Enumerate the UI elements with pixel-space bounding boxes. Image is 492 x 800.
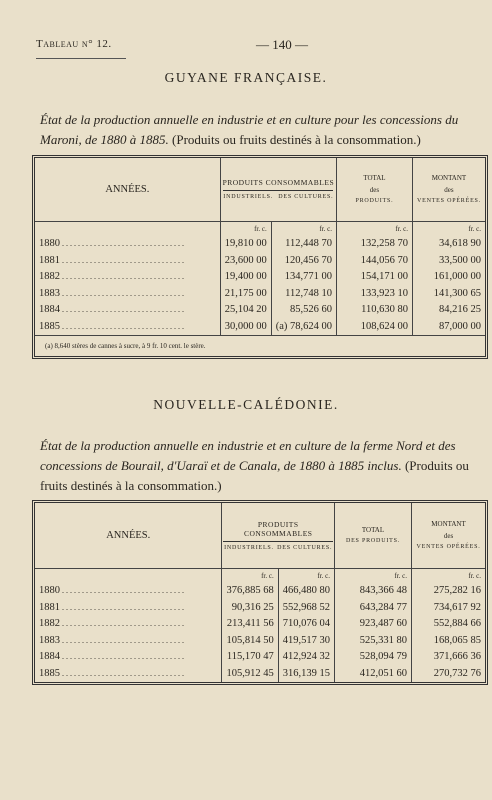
cell-cult: 316,139 15 bbox=[278, 665, 334, 682]
col-header-montant: MONTANT des VENTES OPÉRÉES. bbox=[412, 158, 485, 221]
production-table-caledonie: ANNÉES. PRODUITS CONSOMMABLES INDUSTRIELS. DES CULTURES. TOTAL DES PRODUITS. MONTANT des VENTES OPÉRÉES. fr. c. fr. c. fr. c. fr. c. 1880 . . . . . . . . . . . . . . . . . . . . . . . . . . . . . . . 376,885 68 466,480 80 843,366 48 275,282 16 1881 . . . . . . . . . . . . . . . . . . . . . . . . . . . . . . . 90,316 25 552,968 52 643,284 77 734,617 92 1882 . . . . . . . . . . . . . . . . . . . . . . . . . . . . . . . 213,411 56 710,076 04 923,487 60 552,884 66 1883 . . . . . . . . . . . . . . . . . . . . . . . . . . . . . . . 105,814 50 419,517 30 525,331 80 168,065 85 1884 . . . . . . . . . . . . . . . . . . . . . . . . . . . . . . . 115,170 47 412,924 32 528,094 79 371,666 36 1885 . . . . . . . . . . . . . . . . . . . . . . . . . . . . . . . 105,912 45 316,139 15 412,051 60 270,732 76 bbox=[32, 500, 488, 685]
cell-total: 132,258 70 bbox=[336, 236, 412, 253]
cell-cult: (a) 78,624 00 bbox=[271, 318, 336, 335]
cell-total: 528,094 79 bbox=[334, 649, 411, 666]
cell-montant: 371,666 36 bbox=[412, 649, 485, 666]
section-title-guyane: GUYANE FRANÇAISE. bbox=[164, 70, 328, 85]
leader-dots: . . . . . . . . . . . . . . . . . . . . . . . . . . . . . . . bbox=[60, 239, 184, 249]
cell-montant: 270,732 76 bbox=[412, 665, 485, 682]
table-row bbox=[35, 616, 485, 633]
cell-cult: 710,076 04 bbox=[278, 616, 334, 633]
cell-cult: 134,771 00 bbox=[271, 269, 336, 286]
production-table-guyane: ANNÉES. PRODUITS CONSOMMABLES INDUSTRIELS. DES CULTURES. TOTAL des PRODUITS. MONTANT des VENTES OPÉRÉES. fr. c. fr. c. fr. c. fr. c. 1880 . . . . . . . . . . . . . . . . . . . . . . . . . . . . . . . 19,810 00 112,448 70 132,258 70 34,618 90 1881 . . . . . . . . . . . . . . . . . . . . . . . . . . . . . . . 23,600 00 120,456 70 144,056 70 33,500 00 1882 . . . . . . . . . . . . . . . . . . . . . . . . . . . . . . . 19,400 00 134,771 00 154,171 00 161,000 00 1883 . . . . . . . . . . . . . . . . . . . . . . . . . . . . . . . 21,175 00 112,748 10 133,923 10 141,300 65 1884 . . . . . . . . . . . . . . . . . . . . . . . . . . . . . . . 25,104 20 85,526 60 110,630 80 84,216 25 1885 . . . . . . . . . . . . . . . . . . . . . . . . . . . . . . . 30,000 00 (a) 78,624 00 108,624 00 87,000 00 (a) 8,640 stères de cannes à sucre, à 9 fr. 10 cent. le stère. bbox=[32, 155, 488, 359]
table-row bbox=[35, 632, 485, 649]
leader-dots: . . . . . . . . . . . . . . . . . . . . . . . . . . . . . . . bbox=[60, 602, 184, 612]
caption-italic: État de la production annuelle en industrie et en culture pour les concessions du Maroni, de 1880 à 1885. bbox=[40, 112, 459, 147]
cell-year: 1883 . . . . . . . . . . . . . . . . . . . . . . . . . . . . . . . bbox=[39, 287, 184, 299]
cell-ind: 213,411 56 bbox=[222, 616, 278, 633]
cell-montant: 84,216 25 bbox=[412, 302, 485, 319]
col-header-total: TOTAL DES PRODUITS. bbox=[334, 503, 411, 568]
cell-total: 144,056 70 bbox=[336, 252, 412, 269]
cell-year: 1881 . . . . . . . . . . . . . . . . . . . . . . . . . . . . . . . bbox=[39, 254, 184, 266]
cell-year: 1885 . . . . . . . . . . . . . . . . . . . . . . . . . . . . . . . bbox=[39, 320, 184, 332]
cell-year: 1880 . . . . . . . . . . . . . . . . . . . . . . . . . . . . . . . bbox=[39, 585, 184, 597]
table-footnote: (a) 8,640 stères de cannes à sucre, à 9 fr. 10 cent. le stère. bbox=[35, 335, 485, 356]
caption-italic: État de la production annuelle en industrie et en culture de la ferme Nord et des concessions de Bourail, d'Uaraï et de Canala, de 1880 à 1885 inclus. bbox=[40, 438, 456, 473]
leader-dots: . . . . . . . . . . . . . . . . . . . . . . . . . . . . . . . bbox=[60, 288, 184, 298]
leader-dots: . . . . . . . . . . . . . . . . . . . . . . . . . . . . . . . bbox=[60, 635, 184, 645]
col-header-annees: ANNÉES. bbox=[35, 503, 222, 568]
cell-cult: 112,748 10 bbox=[271, 285, 336, 302]
page-header bbox=[36, 38, 472, 54]
leader-dots: . . . . . . . . . . . . . . . . . . . . . . . . . . . . . . . bbox=[60, 321, 184, 331]
table-row bbox=[35, 236, 485, 253]
col-header-produits: PRODUITS CONSOMMABLES INDUSTRIELS. DES CULTURES. bbox=[220, 158, 336, 221]
col-header-montant: MONTANT des VENTES OPÉRÉES. bbox=[412, 503, 485, 568]
cell-year: 1885 . . . . . . . . . . . . . . . . . . . . . . . . . . . . . . . bbox=[39, 667, 184, 679]
cell-ind: 23,600 00 bbox=[220, 252, 271, 269]
section-caption-caledonie bbox=[40, 436, 480, 496]
cell-ind: 25,104 20 bbox=[220, 302, 271, 319]
cell-total: 843,366 48 bbox=[334, 583, 411, 600]
cell-total: 154,171 00 bbox=[336, 269, 412, 286]
col-header-total: TOTAL des PRODUITS. bbox=[336, 158, 412, 221]
cell-ind: 90,316 25 bbox=[222, 599, 278, 616]
leader-dots: . . . . . . . . . . . . . . . . . . . . . . . . . . . . . . . bbox=[60, 272, 184, 282]
cell-cult: 120,456 70 bbox=[271, 252, 336, 269]
cell-year: 1882 . . . . . . . . . . . . . . . . . . . . . . . . . . . . . . . bbox=[39, 618, 184, 630]
cell-year: 1884 . . . . . . . . . . . . . . . . . . . . . . . . . . . . . . . bbox=[39, 651, 184, 663]
cell-year: 1883 . . . . . . . . . . . . . . . . . . . . . . . . . . . . . . . bbox=[39, 634, 184, 646]
cell-montant: 87,000 00 bbox=[412, 318, 485, 335]
cell-year: 1880 . . . . . . . . . . . . . . . . . . . . . . . . . . . . . . . bbox=[39, 238, 184, 250]
cell-montant: 552,884 66 bbox=[412, 616, 485, 633]
cell-montant: 141,300 65 bbox=[412, 285, 485, 302]
leader-dots: . . . . . . . . . . . . . . . . . . . . . . . . . . . . . . . bbox=[60, 652, 184, 662]
cell-montant: 161,000 00 bbox=[412, 269, 485, 286]
cell-cult: 419,517 30 bbox=[278, 632, 334, 649]
table-row bbox=[35, 285, 485, 302]
cell-montant: 33,500 00 bbox=[412, 252, 485, 269]
cell-ind: 105,814 50 bbox=[222, 632, 278, 649]
leader-dots: . . . . . . . . . . . . . . . . . . . . . . . . . . . . . . . bbox=[60, 255, 184, 265]
table-row bbox=[35, 318, 485, 335]
leader-dots: . . . . . . . . . . . . . . . . . . . . . . . . . . . . . . . bbox=[60, 305, 184, 315]
table-row bbox=[35, 302, 485, 319]
leader-dots: . . . . . . . . . . . . . . . . . . . . . . . . . . . . . . . bbox=[60, 619, 184, 629]
table-row bbox=[35, 665, 485, 682]
table-row bbox=[35, 583, 485, 600]
cell-cult: 112,448 70 bbox=[271, 236, 336, 253]
cell-cult: 466,480 80 bbox=[278, 583, 334, 600]
cell-ind: 19,400 00 bbox=[220, 269, 271, 286]
caption-plain: (Produits ou fruits destinés à la consommation.) bbox=[172, 132, 421, 147]
cell-year: 1884 . . . . . . . . . . . . . . . . . . . . . . . . . . . . . . . bbox=[39, 304, 184, 316]
cell-ind: 115,170 47 bbox=[222, 649, 278, 666]
cell-ind: 105,912 45 bbox=[222, 665, 278, 682]
cell-total: 923,487 60 bbox=[334, 616, 411, 633]
leader-dots: . . . . . . . . . . . . . . . . . . . . . . . . . . . . . . . bbox=[60, 668, 184, 678]
cell-cult: 412,924 32 bbox=[278, 649, 334, 666]
cell-total: 525,331 80 bbox=[334, 632, 411, 649]
cell-year: 1882 . . . . . . . . . . . . . . . . . . . . . . . . . . . . . . . bbox=[39, 271, 184, 283]
leader-dots: . . . . . . . . . . . . . . . . . . . . . . . . . . . . . . . bbox=[60, 586, 184, 596]
caption-plain: (Produits ou fruits destinés à la consommation.) bbox=[40, 458, 469, 493]
cell-total: 133,923 10 bbox=[336, 285, 412, 302]
col-header-produits: PRODUITS CONSOMMABLES INDUSTRIELS. DES CULTURES. bbox=[222, 503, 335, 568]
cell-montant: 275,282 16 bbox=[412, 583, 485, 600]
table-row bbox=[35, 599, 485, 616]
table-row bbox=[35, 252, 485, 269]
section-caption-guyane bbox=[40, 110, 480, 150]
table-row bbox=[35, 269, 485, 286]
table-row bbox=[35, 649, 485, 666]
table-reference: Tableau n° 12. bbox=[36, 38, 112, 50]
section-title-caledonie: NOUVELLE-CALÉDONIE. bbox=[153, 397, 339, 412]
cell-montant: 168,065 85 bbox=[412, 632, 485, 649]
cell-cult: 85,526 60 bbox=[271, 302, 336, 319]
cell-cult: 552,968 52 bbox=[278, 599, 334, 616]
cell-montant: 34,618 90 bbox=[412, 236, 485, 253]
page-number: — 140 — bbox=[256, 37, 308, 52]
cell-total: 643,284 77 bbox=[334, 599, 411, 616]
cell-ind: 19,810 00 bbox=[220, 236, 271, 253]
col-header-annees: ANNÉES. bbox=[35, 158, 220, 221]
cell-total: 412,051 60 bbox=[334, 665, 411, 682]
cell-total: 108,624 00 bbox=[336, 318, 412, 335]
cell-total: 110,630 80 bbox=[336, 302, 412, 319]
header-rule bbox=[36, 58, 126, 59]
cell-ind: 30,000 00 bbox=[220, 318, 271, 335]
cell-ind: 376,885 68 bbox=[222, 583, 278, 600]
cell-ind: 21,175 00 bbox=[220, 285, 271, 302]
cell-montant: 734,617 92 bbox=[412, 599, 485, 616]
cell-year: 1881 . . . . . . . . . . . . . . . . . . . . . . . . . . . . . . . bbox=[39, 601, 184, 613]
